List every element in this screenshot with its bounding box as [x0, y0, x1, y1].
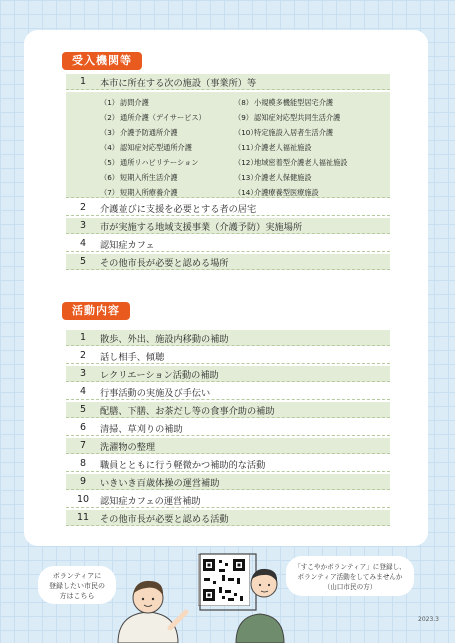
list-item: 10 認知症カフェの運営補助: [66, 492, 390, 508]
item-text: 本市に所在する次の施設（事業所）等: [100, 77, 257, 89]
list-item: （3） 介護予防通所介護: [100, 127, 178, 137]
list-item: （5） 通所リハビリテーション: [100, 157, 199, 167]
speech-bubble-right: 「すこやかボランティア」に登録し、 ボランティア活動をしてみませんか （山口市民の方）: [286, 556, 414, 596]
facility-column-left: [100, 95, 206, 200]
speech-bubble-left: ボランティアに 登録したい市民の 方はこちら: [38, 566, 116, 604]
list-item: （12） 地域密着型介護老人福祉施設: [234, 157, 348, 167]
item-number: 1: [79, 76, 87, 87]
list-item: 6 清掃、草刈りの補助: [66, 420, 390, 436]
list-item: （13） 介護老人保健施設: [234, 172, 312, 182]
list-item: 8 職員とともに行う軽微かつ補助的な活動: [66, 456, 390, 472]
issue-date: 2023.3: [418, 616, 439, 623]
list-item: （7） 短期入所療養介護: [100, 187, 178, 197]
list-item: （9） 認知症対応型共同生活介護: [234, 112, 341, 122]
section-title-receiving-institutions: 受入機関等: [62, 52, 142, 70]
person-holding-sign-illustration: [196, 548, 286, 643]
list-item: 4 行事活動の実施及び手伝い: [66, 384, 390, 400]
list-item: （10） 特定施設入居者生活介護: [234, 127, 334, 137]
section-title-activities: 活動内容: [62, 302, 130, 320]
person-pointing-illustration: [100, 572, 190, 643]
list-item: 7 洗濯物の整理: [66, 438, 390, 454]
list-item: 3 市が実施する地域支援事業（介護予防）実施場所: [66, 218, 390, 234]
list-item: （4） 認知症対応型通所介護: [100, 142, 192, 152]
list-item: （6） 短期入所生活介護: [100, 172, 178, 182]
list-item: 5 その他市長が必要と認める場所: [66, 254, 390, 270]
list-item: （2） 通所介護（デイサービス）: [100, 112, 206, 122]
list-item: 1 散歩、外出、施設内移動の補助: [66, 330, 390, 346]
facility-list: [66, 92, 390, 198]
list-item: （8） 小規模多機能型居宅介護: [234, 97, 334, 107]
facility-column-right: [234, 95, 347, 200]
list-item: 3 レクリエーション活動の補助: [66, 366, 390, 382]
list-item: 9 いきいき百歳体操の運営補助: [66, 474, 390, 490]
list-item: 4 認知症カフェ: [66, 236, 390, 252]
list-item: [66, 74, 390, 90]
list-item: 11 その他市長が必要と認める活動: [66, 510, 390, 526]
list-item: 5 配膳、下膳、お茶だし等の食事介助の補助: [66, 402, 390, 418]
list-item: 2 介護並びに支援を必要とする者の居宅: [66, 200, 390, 216]
list-item: （14） 介護療養型医療施設: [234, 187, 319, 197]
list-item: 2 話し相手、傾聴: [66, 348, 390, 364]
list-item: （1） 訪問介護: [100, 97, 149, 107]
list-item: （11） 介護老人福祉施設: [234, 142, 312, 152]
